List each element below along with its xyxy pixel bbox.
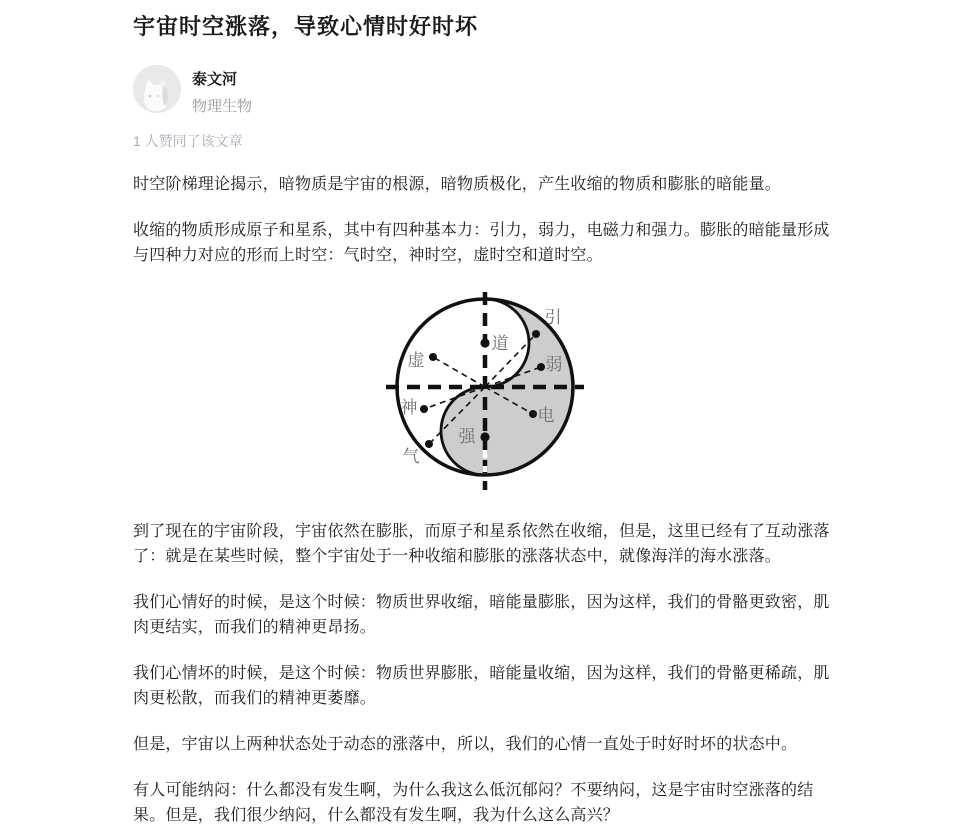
qiang-label: 强 [458,427,476,446]
dian-force-dot [529,410,537,418]
xu-label: 虚 [407,351,425,370]
shen-point-dot [420,405,428,413]
taiji-diagram-figure[interactable] [133,292,837,490]
author-name[interactable]: 泰文河 [192,71,238,88]
author-meta [192,65,252,116]
paragraph: 我们心情坏的时候，是这个时候：物质世界膨胀，暗能量收缩，因为这样，我们的骨骼更稀疏，肌肉更松散，而我们的精神更萎靡。 [133,665,830,707]
yin-force-dot [532,330,540,338]
author-card [133,65,837,116]
dian-label: 电 [537,406,555,425]
yin-label: 引 [544,308,562,327]
ruo-label: 弱 [545,355,563,374]
like-count-text: 1 人赞同了该文章 [133,133,243,149]
page-title: 宇宙时空涨落，导致心情时好时坏 [133,14,479,39]
qi-label: 气 [402,447,420,466]
xu-point-dot [429,353,437,361]
shen-label: 神 [400,398,418,417]
paragraph: 我们心情好的时候，是这个时候：物质世界收缩，暗能量膨胀，因为这样，我们的骨骼更致密，肌肉更结实，而我们的精神更昂扬。 [133,594,830,636]
dao-point-dot [480,338,489,347]
dao-label: 道 [491,334,509,353]
article-body [133,172,837,828]
cat-avatar-icon [133,65,181,113]
qi-point-dot [425,440,433,448]
taiji-diagram [385,292,585,490]
paragraph: 但是，宇宙以上两种状态处于动态的涨落中，所以，我们的心情一直处于时好时坏的状态中。 [133,736,798,753]
paragraph: 收缩的物质形成原子和星系，其中有四种基本力：引力，弱力，电磁力和强力。膨胀的暗能量形成与四种力对应的形而上时空：气时空，神时空，虚时空和道时空。 [133,222,830,264]
qiang-point-dot [480,432,489,441]
author-bio: 物理生物 [192,98,253,115]
paragraph: 有人可能纳闷：什么都没有发生啊，为什么我这么低沉郁闷？不要纳闷，这是宇宙时空涨落的结果。但是，我们很少纳闷，什么都没有发生啊，我为什么这么高兴？ [133,782,814,824]
article-page [133,0,837,828]
paragraph: 到了现在的宇宙阶段，宇宙依然在膨胀，而原子和星系依然在收缩，但是，这里已经有了互动涨落了：就是在某些时候，整个宇宙处于一种收缩和膨胀的涨落状态中，就像海洋的海水涨落。 [133,523,830,565]
ruo-force-dot [537,363,545,371]
avatar[interactable] [133,65,181,113]
paragraph: 时空阶梯理论揭示，暗物质是宇宙的根源，暗物质极化，产生收缩的物质和膨胀的暗能量。 [133,176,782,193]
